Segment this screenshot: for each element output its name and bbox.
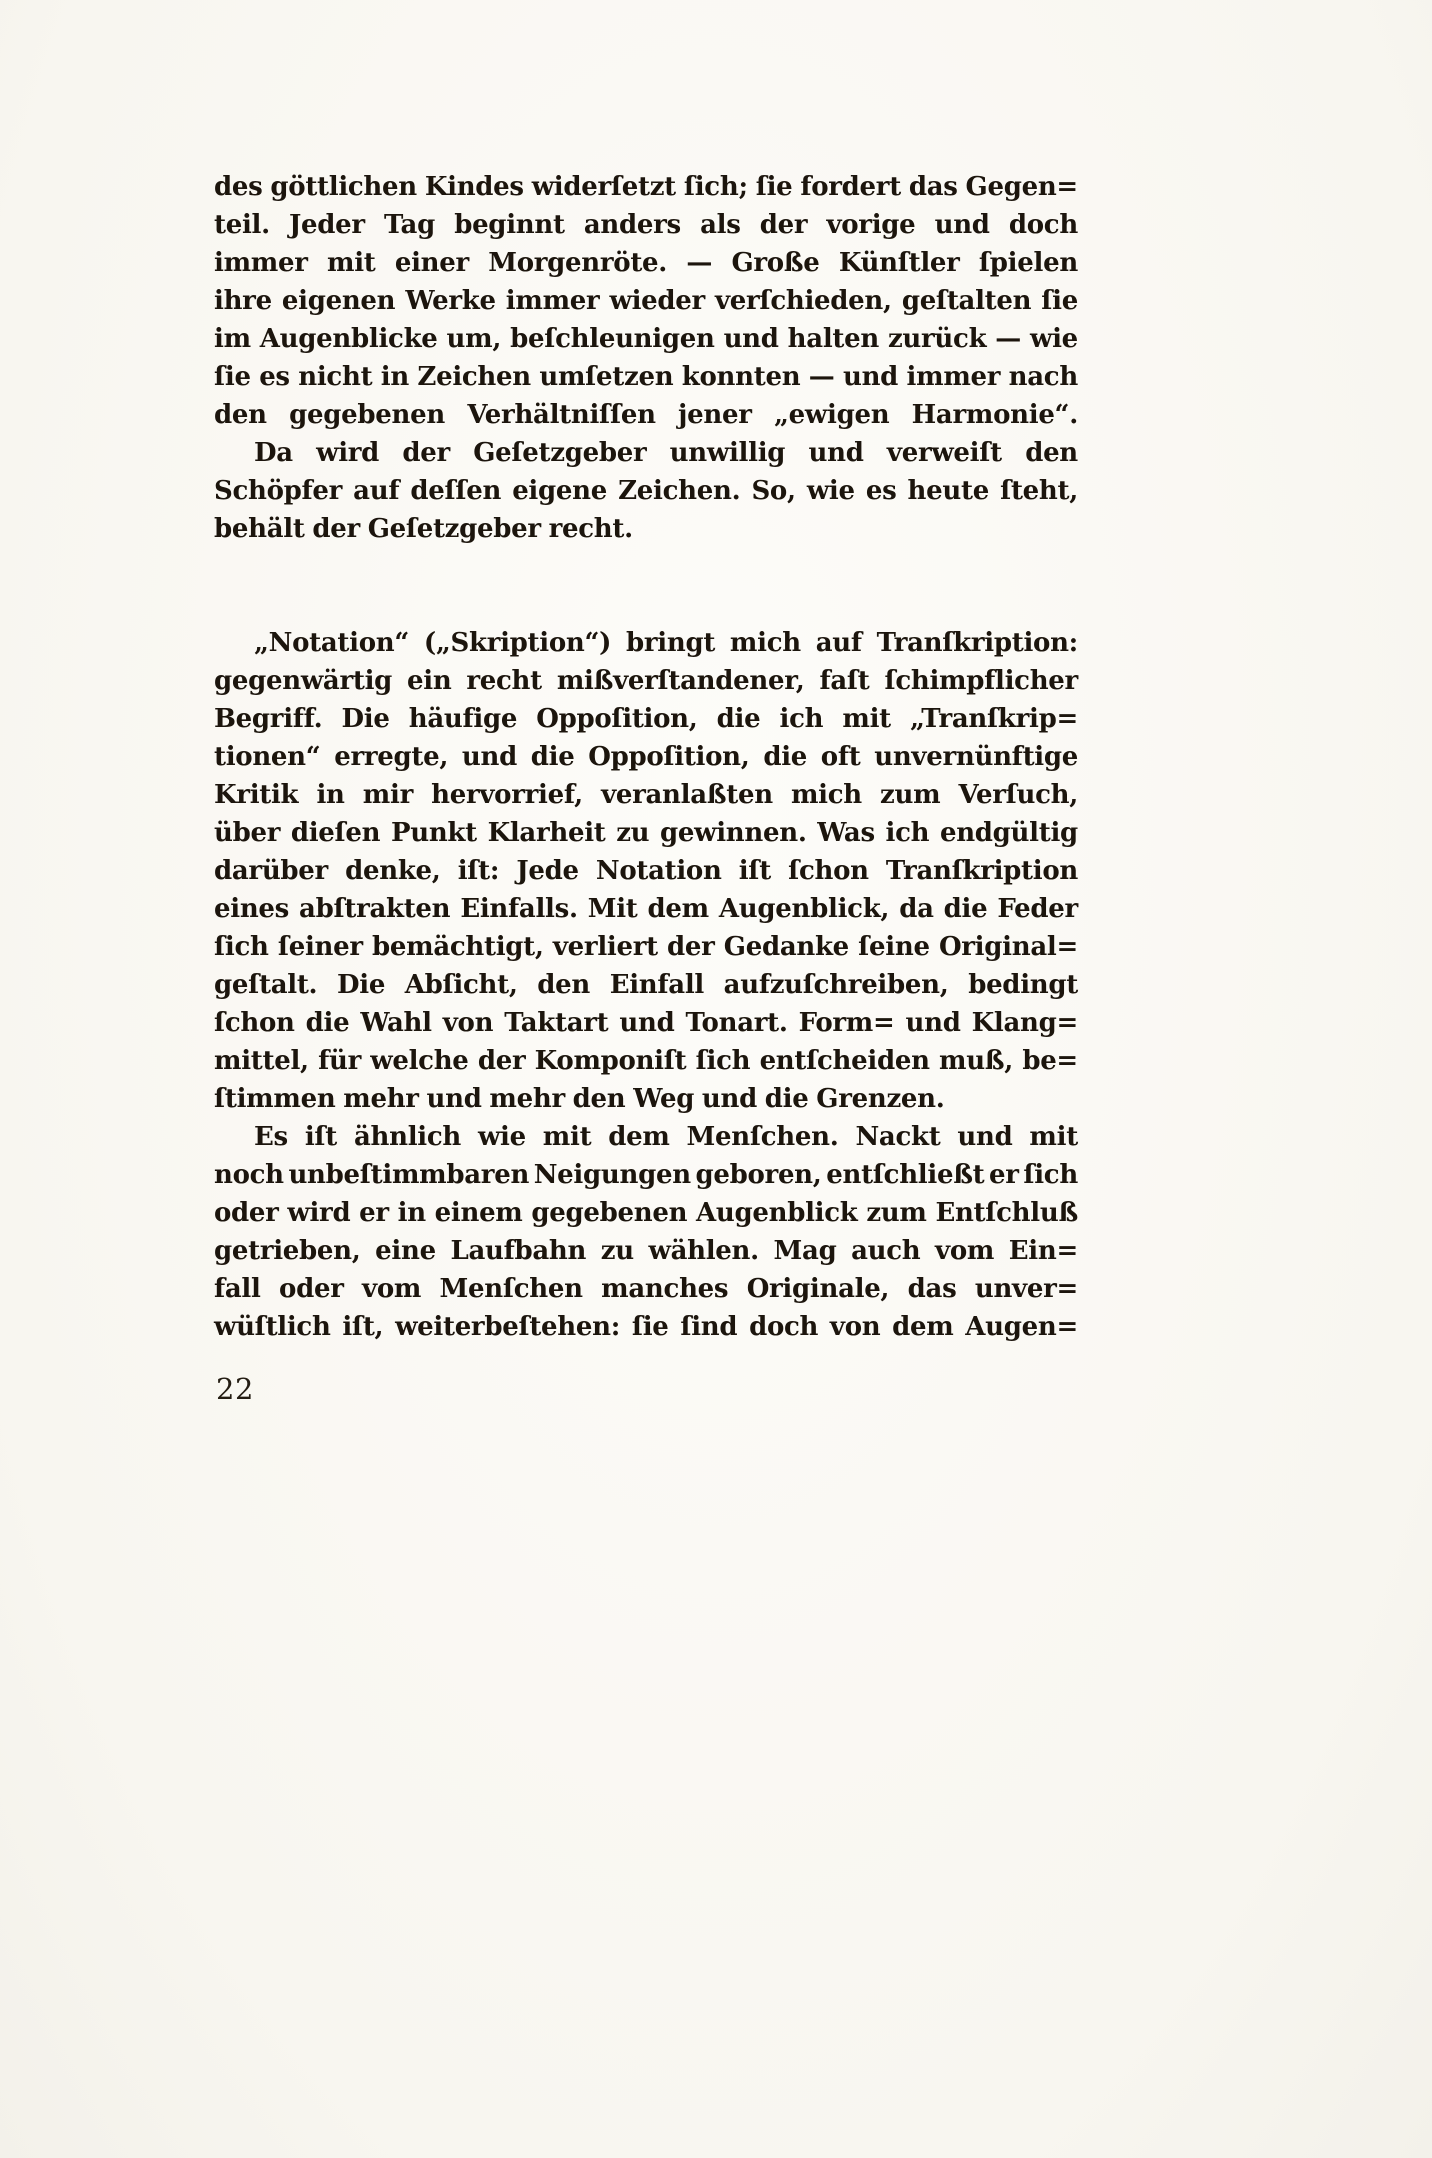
word: einer <box>394 248 469 278</box>
word: der <box>402 438 450 468</box>
word: beſchleunigen <box>510 324 715 354</box>
word: von <box>829 1312 881 1342</box>
word: ſich; <box>683 172 748 202</box>
paragraph-1 <box>214 168 1078 434</box>
word: Ein= <box>1008 1236 1078 1266</box>
word: Jeder <box>289 210 365 240</box>
word: recht <box>466 666 542 696</box>
text-line <box>214 1308 1078 1346</box>
paragraph-4 <box>214 1118 1078 1346</box>
word: Tranſkription: <box>876 628 1078 658</box>
word: Original= <box>938 932 1078 962</box>
word: Klarheit <box>487 818 606 848</box>
word: Geſetzgeber <box>473 438 647 468</box>
word: teil. <box>214 210 270 240</box>
word: umſetzen <box>539 362 674 392</box>
word: Menſchen. <box>686 1122 839 1152</box>
word: oder <box>214 1198 279 1228</box>
word: — <box>808 362 835 392</box>
word: in <box>380 362 409 392</box>
text-line <box>214 1156 1078 1194</box>
word: ſie <box>214 362 251 392</box>
word: göttlichen <box>270 172 417 202</box>
word: den <box>537 970 590 1000</box>
word: oft <box>820 742 861 772</box>
word: mehr <box>343 1084 419 1114</box>
word: entſchließt <box>826 1160 985 1190</box>
word: im <box>214 324 251 354</box>
word: iſt: <box>457 856 500 886</box>
word: um, <box>446 324 502 354</box>
text-line <box>214 434 1078 472</box>
text-line <box>214 1080 1078 1118</box>
word: Große <box>731 248 820 278</box>
word: zum <box>866 1198 927 1228</box>
word: Verhältniſſen <box>467 400 656 430</box>
word: Schöpfer <box>214 476 343 506</box>
word: und <box>701 1084 757 1114</box>
word: das <box>907 1274 957 1304</box>
word: fordert <box>800 172 901 202</box>
word: Jede <box>516 856 579 886</box>
word: „Notation“ <box>254 628 410 658</box>
word: dem <box>608 1122 670 1152</box>
word: mit <box>842 704 891 734</box>
word: immer <box>906 362 1001 392</box>
word: Oppoſition, <box>536 704 698 734</box>
word: Originale, <box>746 1274 890 1304</box>
word: und <box>723 324 779 354</box>
word: und <box>808 438 864 468</box>
word: mich <box>790 780 862 810</box>
word: ihre <box>214 286 272 316</box>
word: ſtimmen <box>214 1084 336 1114</box>
word: wie <box>1030 324 1078 354</box>
word: Oppoſition, <box>588 742 750 772</box>
word: doch <box>1008 210 1078 240</box>
word: ſind <box>680 1312 738 1342</box>
word: Die <box>337 970 386 1000</box>
word: Grenzen. <box>816 1084 945 1114</box>
word: eines <box>214 894 290 924</box>
word: widerſetzt <box>531 172 676 202</box>
word: es <box>865 476 897 506</box>
word: jener <box>678 400 752 430</box>
word: Laufbahn <box>450 1236 587 1266</box>
text-line <box>214 510 1078 548</box>
word: den <box>1025 438 1078 468</box>
word: eigene <box>512 476 607 506</box>
word: endgültig <box>939 818 1078 848</box>
word: unbeſtimmbaren <box>288 1160 530 1190</box>
word: wie <box>806 476 855 506</box>
word: die <box>763 742 808 772</box>
word: Werke <box>405 286 496 316</box>
word: Mag <box>773 1236 837 1266</box>
word: Einfall <box>609 970 704 1000</box>
word: Zeichen <box>417 362 531 392</box>
word: mehr <box>489 1084 565 1114</box>
word: — <box>995 324 1021 354</box>
word: und <box>957 1122 1013 1152</box>
word: mißverſtandener, <box>556 666 805 696</box>
text-line <box>214 282 1078 320</box>
word: den <box>214 400 267 430</box>
word: nicht <box>298 362 373 392</box>
page-number: 22 <box>216 1372 254 1406</box>
word: der <box>477 1046 526 1076</box>
word: gegebenen <box>531 1198 688 1228</box>
word: zum <box>880 780 941 810</box>
word: Gedanke <box>723 932 849 962</box>
word: Punkt <box>390 818 477 848</box>
word: wird <box>316 438 380 468</box>
word: in <box>397 1198 426 1228</box>
word: Was <box>817 818 875 848</box>
word: Geſetzgeber <box>367 514 541 544</box>
text-line <box>214 776 1078 814</box>
word: des <box>214 172 263 202</box>
word: ſchon <box>214 1008 295 1038</box>
word: denke, <box>345 856 441 886</box>
word: So, <box>751 476 796 506</box>
text-line <box>214 852 1078 890</box>
word: aufzuſchreiben, <box>723 970 949 1000</box>
word: Komponiſt <box>534 1046 687 1076</box>
word: oder <box>279 1274 344 1304</box>
word: bedingt <box>968 970 1078 1000</box>
word: Es <box>254 1122 288 1152</box>
word: Weg <box>633 1084 695 1114</box>
word: Augenblick <box>696 1198 858 1228</box>
word: Einfalls. <box>460 894 578 924</box>
word: Wahl <box>360 1008 432 1038</box>
word: faſt <box>819 666 870 696</box>
word: ſchimpflicher <box>884 666 1078 696</box>
word: einem <box>434 1198 523 1228</box>
word: Augenblicke <box>259 324 438 354</box>
word: wüſtlich <box>214 1312 331 1342</box>
word: fall <box>214 1274 261 1304</box>
word: der <box>667 932 715 962</box>
paragraph-3 <box>214 624 1078 1118</box>
word: Künſtler <box>838 248 960 278</box>
word: verliert <box>552 932 658 962</box>
word: er <box>989 1160 1019 1190</box>
word: konnten <box>681 362 801 392</box>
word: recht. <box>548 514 633 544</box>
word: ſich <box>1023 1160 1078 1190</box>
word: Abſicht, <box>404 970 518 1000</box>
word: der <box>759 210 808 240</box>
word: Augenblick, <box>718 894 890 924</box>
word: mit <box>1029 1122 1078 1152</box>
text-line <box>214 472 1078 510</box>
text-line <box>214 624 1078 662</box>
word: be= <box>1022 1046 1078 1076</box>
word: zu <box>616 818 650 848</box>
word: Notation <box>595 856 722 886</box>
word: zu <box>600 1236 634 1266</box>
word: und <box>619 1008 675 1038</box>
text-line <box>214 890 1078 928</box>
word: wieder <box>609 286 705 316</box>
word: bringt <box>626 628 716 658</box>
word: ſeine <box>858 932 930 962</box>
word: geſtalten <box>901 286 1032 316</box>
word: geboren, <box>695 1160 822 1190</box>
word: iſt <box>304 1122 337 1152</box>
word: weiterbeſtehen: <box>395 1312 621 1342</box>
word: — <box>686 248 713 278</box>
text-line <box>214 358 1078 396</box>
word: ſie <box>1041 286 1078 316</box>
text-line <box>214 244 1078 282</box>
word: unvernünftige <box>874 742 1078 772</box>
word: zurück <box>887 324 987 354</box>
word: Nackt <box>855 1122 941 1152</box>
word: tionen“ <box>214 742 321 772</box>
word: von <box>442 1008 494 1038</box>
word: immer <box>505 286 600 316</box>
word: dem <box>647 894 709 924</box>
word: Augen= <box>965 1312 1078 1342</box>
word: Taktart <box>504 1008 609 1038</box>
word: hervorrief, <box>431 780 583 810</box>
word: behält <box>214 514 305 544</box>
word: ſteht, <box>1000 476 1078 506</box>
word: ſchon <box>788 856 869 886</box>
word: mir <box>362 780 413 810</box>
text-line <box>214 700 1078 738</box>
word: Mit <box>587 894 638 924</box>
word: Kindes <box>424 172 524 202</box>
word: für <box>318 1046 361 1076</box>
word: Entſchluß <box>935 1198 1078 1228</box>
word: abſtrakten <box>299 894 451 924</box>
word: deſſen <box>410 476 502 506</box>
word: da <box>899 894 934 924</box>
word: wird <box>287 1198 351 1228</box>
text-line <box>214 966 1078 1004</box>
word: doch <box>749 1312 819 1342</box>
word: „Tranſkrip= <box>910 704 1078 734</box>
text-line <box>214 320 1078 358</box>
paragraph-2 <box>214 434 1078 548</box>
word: unwillig <box>669 438 786 468</box>
word: Begriff. <box>214 704 323 734</box>
word: mich <box>729 628 801 658</box>
word: als <box>700 210 741 240</box>
word: ſie <box>755 172 793 202</box>
text-line <box>214 206 1078 244</box>
word: vom <box>935 1236 995 1266</box>
word: halten <box>787 324 879 354</box>
word: eine <box>375 1236 436 1266</box>
word: dieſen <box>290 818 381 848</box>
text-block <box>214 168 1078 1346</box>
text-line <box>214 1270 1078 1308</box>
word: Die <box>341 704 390 734</box>
word: Harmonie“. <box>911 400 1078 430</box>
text-line <box>214 662 1078 700</box>
word: auch <box>851 1236 921 1266</box>
word: unver= <box>974 1274 1078 1304</box>
word: („Skription“) <box>423 628 612 658</box>
word: Zeichen. <box>618 476 741 506</box>
text-line <box>214 928 1078 966</box>
word: Feder <box>997 894 1078 924</box>
text-line <box>214 1042 1078 1080</box>
word: die <box>530 742 575 772</box>
word: geſtalt. <box>214 970 318 1000</box>
word: die <box>764 1084 809 1114</box>
word: Form= <box>798 1008 895 1038</box>
word: die <box>305 1008 350 1038</box>
word: Klang= <box>971 1008 1078 1038</box>
word: ſich <box>214 932 269 962</box>
word: „ewigen <box>774 400 890 430</box>
word: und <box>426 1084 482 1114</box>
text-line <box>214 1194 1078 1232</box>
word: immer <box>214 248 308 278</box>
word: es <box>259 362 290 392</box>
word: noch <box>214 1160 284 1190</box>
word: ein <box>407 666 452 696</box>
word: dem <box>892 1312 954 1342</box>
word: heute <box>907 476 989 506</box>
word: ich <box>779 704 824 734</box>
word: und <box>461 742 517 772</box>
word: ähnlich <box>353 1122 461 1152</box>
word: verſchieden, <box>714 286 892 316</box>
word: Tag <box>384 210 435 240</box>
word: auf <box>353 476 400 506</box>
word: muß, <box>938 1046 1014 1076</box>
word: Kritik <box>214 780 299 810</box>
word: gegenwärtig <box>214 666 393 696</box>
word: gewinnen. <box>660 818 807 848</box>
word: ich <box>885 818 930 848</box>
word: auf <box>815 628 862 658</box>
word: getrieben, <box>214 1236 361 1266</box>
word: den <box>572 1084 626 1114</box>
word: manches <box>601 1274 729 1304</box>
word: entſcheiden <box>759 1046 930 1076</box>
word: iſt <box>738 856 771 886</box>
word: Menſchen <box>439 1274 583 1304</box>
word: veranlaßten <box>601 780 773 810</box>
word: eigenen <box>281 286 396 316</box>
word: mit <box>542 1122 592 1152</box>
text-line <box>214 738 1078 776</box>
word: wie <box>477 1122 526 1152</box>
word: gegebenen <box>289 400 445 430</box>
word: Da <box>254 438 293 468</box>
word: häufige <box>408 704 518 734</box>
word: Morgenröte. <box>488 248 668 278</box>
word: welche <box>370 1046 469 1076</box>
word: anders <box>583 210 681 240</box>
word: er <box>359 1198 389 1228</box>
word: bemächtigt, <box>372 932 544 962</box>
word: mit <box>326 248 376 278</box>
word: nach <box>1008 362 1078 392</box>
word: das <box>908 172 958 202</box>
word: verweiſt <box>886 438 1002 468</box>
word: Tranſkription <box>885 856 1078 886</box>
word: erregte, <box>334 742 449 772</box>
word: und <box>934 210 990 240</box>
word: Neigungen <box>533 1160 691 1190</box>
text-line <box>214 1118 1078 1156</box>
text-line <box>214 814 1078 852</box>
word: vom <box>362 1274 422 1304</box>
word: über <box>214 818 281 848</box>
word: der <box>312 514 360 544</box>
text-line <box>214 396 1078 434</box>
text-line <box>214 1004 1078 1042</box>
word: und <box>905 1008 961 1038</box>
word: mittel, <box>214 1046 309 1076</box>
word: ſie <box>631 1312 669 1342</box>
word: die <box>716 704 761 734</box>
word: beginnt <box>454 210 565 240</box>
word: ſpielen <box>978 248 1078 278</box>
word: ſich <box>695 1046 751 1076</box>
word: Gegen= <box>965 172 1078 202</box>
word: wählen. <box>648 1236 759 1266</box>
word: die <box>943 894 988 924</box>
text-line <box>214 168 1078 206</box>
word: Verſuch, <box>958 780 1078 810</box>
word: iſt, <box>342 1312 384 1342</box>
word: vorige <box>826 210 916 240</box>
word: ſeiner <box>277 932 363 962</box>
word: und <box>842 362 899 392</box>
text-line <box>214 1232 1078 1270</box>
word: darüber <box>214 856 328 886</box>
word: in <box>316 780 345 810</box>
word: Tonart. <box>685 1008 788 1038</box>
